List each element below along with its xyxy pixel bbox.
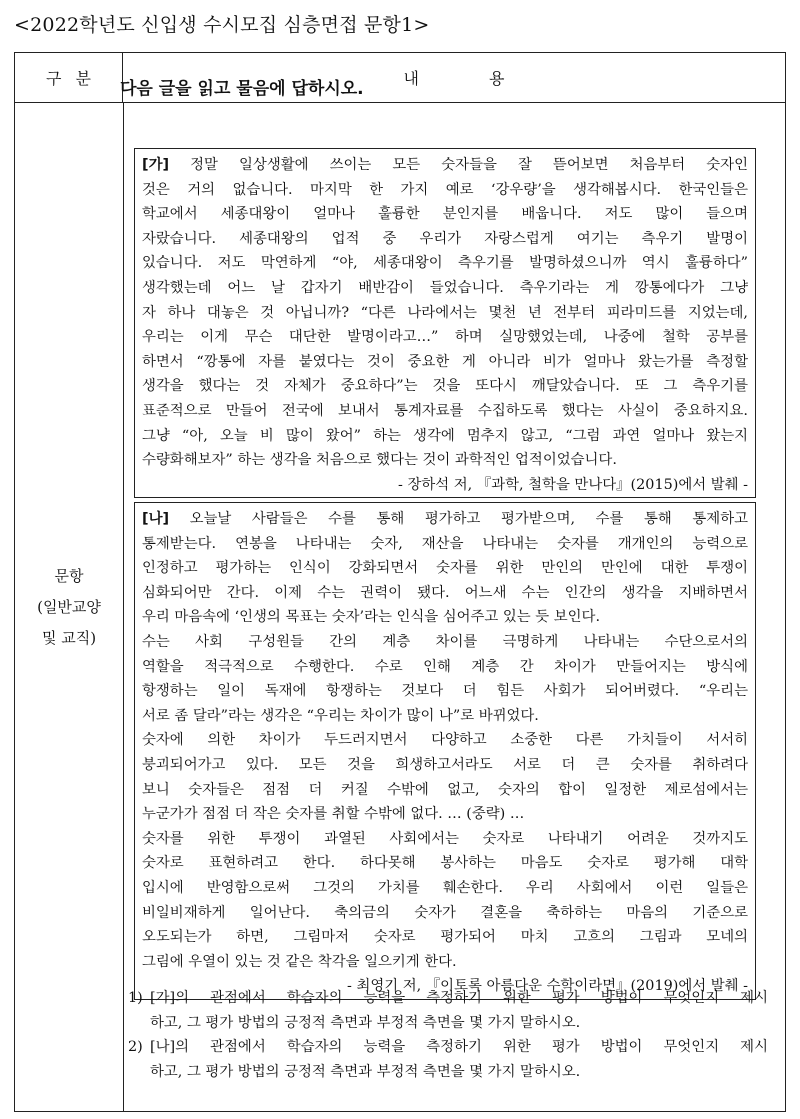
passage-line: 누군가가 점점 더 작은 숫자를 취할 수밖에 없다. … (중략) … bbox=[142, 806, 525, 823]
category-line: 문항 bbox=[54, 566, 84, 585]
passage-line: 통제받는다. 연봉을 나타내는 숫자, 재산을 나타내는 숫자를 개개인의 능력으로 bbox=[142, 535, 748, 552]
passage-line: 그림에 우열이 있는 것 같은 착각을 일으키게 한다. bbox=[142, 953, 457, 970]
passage-line: 자 하나 대놓은 것 아닙니까? “다른 나라에서는 몇천 년 전부터 피라미드를 지었는데, bbox=[142, 304, 748, 321]
passage-line: 우리 마음속에 ‘인생의 목표는 숫자’라는 인식을 심어주고 있는 듯 보인다. bbox=[142, 609, 601, 626]
passage-source: - 장하석 저, 『과학, 철학을 만나다』(2015)에서 발췌 - bbox=[398, 476, 748, 493]
question-item bbox=[128, 1035, 768, 1084]
passage-line: 서로 좀 달라”라는 생각은 “우리는 차이가 많이 나”로 바뀌었다. bbox=[142, 707, 539, 724]
passage-line: 자랐습니다. 세종대왕의 업적 중 우리가 자랑스럽게 여기는 측우기 발명이 bbox=[142, 230, 748, 247]
passage-line: 표준적으로 만들어 전국에 보내서 통계자료를 수집하도록 했다는 사실이 중요하지요. bbox=[142, 402, 748, 419]
question-list bbox=[128, 986, 768, 1084]
column-divider bbox=[123, 103, 124, 1111]
passage-line: 수는 사회 구성원들 간의 계층 차이를 극명하게 나타내는 수단으로서의 bbox=[142, 633, 748, 650]
passage-line: 있습니다. 저도 막연하게 “야, 세종대왕이 측우기를 발명하셨으니까 역시 훌륭하다” bbox=[142, 255, 748, 272]
header-category: 구분 bbox=[15, 53, 123, 102]
passage-line: 숫자에 의한 차이가 두드러지면서 다양하고 소중한 다른 가치들이 서서히 bbox=[142, 732, 748, 749]
passage-line: 하면서 “깡통에 자를 붙였다는 것이 중요한 게 아니라 비가 얼마나 왔는가를 측정할 bbox=[142, 353, 748, 370]
page-title: <2022학년도 신입생 수시모집 심층면접 문항1> bbox=[14, 14, 430, 36]
question-text: [나]의 관점에서 학습자의 능력을 측정하기 위한 평가 방법이 무엇인지 제시 bbox=[150, 1039, 768, 1056]
passage-line: 생각했는데 어느 날 갑자기 배반감이 들었습니다. 측우기라는 게 깡통에다가 그냥 bbox=[142, 279, 748, 296]
passage-line: 심화되어만 간다. 이제 수는 권력이 됐다. 어느새 수는 인간의 생각을 지배하면서 bbox=[142, 584, 748, 601]
passage-line: 그냥 “아, 오늘 비 많이 왔어” 하는 생각에 멈추지 않고, “그럼 과연 얼마나 왔는지 bbox=[142, 427, 748, 444]
passage-line: 학교에서 세종대왕이 얼마나 훌륭한 분인지를 배웁니다. 저도 많이 들으며 bbox=[142, 206, 748, 223]
passage-line: 역할을 적극적으로 수행한다. 수로 인해 계층 간 차이가 만들어지는 방식에 bbox=[142, 658, 748, 675]
passage-line: 숫자로 표현하려고 한다. 하다못해 봉사하는 마음도 숫자로 평가해 대학 bbox=[142, 855, 748, 872]
passage-line: 붕괴되어가고 있다. 모든 것을 희생하고서라도 서로 더 큰 숫자를 취하려다 bbox=[142, 756, 748, 773]
passage-line: 비일비재하게 일어난다. 축의금의 숫자가 결혼을 축하하는 마음의 기준으로 bbox=[142, 904, 748, 921]
question-number: 2) bbox=[128, 1039, 143, 1056]
passage-source: - 최영기 저, 『이토록 아름다운 수학이라면』(2019)에서 발췌 - bbox=[347, 978, 748, 995]
passage-line: 오늘날 사람들은 수를 통해 평가하고 평가받으며, 수를 통해 통제하고 bbox=[169, 511, 748, 527]
passage-a bbox=[134, 148, 756, 498]
passage-label: [가] bbox=[142, 157, 170, 173]
category-line: (일반교양 bbox=[37, 597, 101, 616]
passage-line: 오도되는가 하면, 그림마저 숫자로 평가되어 마치 고흐의 그림과 모네의 bbox=[142, 929, 748, 946]
passage-line: 숫자를 위한 투쟁이 과열된 사회에서는 숫자로 나타내기 어려운 것까지도 bbox=[142, 830, 748, 847]
passage-line: 생각을 했다는 것 자체가 중요하다”는 것을 또다시 깨달았습니다. 또 그 측우기를 bbox=[142, 378, 748, 395]
header-content: 내용 bbox=[403, 69, 575, 88]
passage-line: 항쟁하는 일이 독재에 항쟁하는 것보다 더 힘든 사회가 되어버렸다. “우리는 bbox=[142, 683, 748, 700]
passage-line: 입시에 반영함으로써 그것의 가치를 훼손한다. 우리 사회에서 이런 일들은 bbox=[142, 879, 748, 896]
passage-line: 것은 거의 없습니다. 마지막 한 가지 예로 ‘강우량’을 생각해봅시다. 한국인들은 bbox=[142, 181, 748, 198]
question-text: 하고, 그 평가 방법의 긍정적 측면과 부정적 측면을 몇 가지 말하시오. bbox=[150, 1014, 581, 1031]
category-cell bbox=[15, 103, 123, 1111]
passage-line: 우리는 이게 무슨 대단한 발명이라고…” 하며 실망했었는데, 나중에 철학 공부를 bbox=[142, 329, 748, 346]
question-item bbox=[128, 986, 768, 1035]
question-text: 하고, 그 평가 방법의 긍정적 측면과 부정적 측면을 몇 가지 말하시오. bbox=[150, 1063, 581, 1080]
instruction: 다음 글을 읽고 물음에 답하시오. bbox=[120, 79, 364, 99]
question-text: [가]의 관점에서 학습자의 능력을 측정하기 위한 평가 방법이 무엇인지 제시 bbox=[150, 990, 768, 1006]
passage-line: 수량화해보자” 하는 생각을 처음으로 했다는 것이 과학적인 업적이었습니다. bbox=[142, 452, 617, 469]
passage-b bbox=[134, 502, 756, 1000]
question-number: 1) bbox=[128, 990, 143, 1006]
passage-label: [나] bbox=[142, 511, 170, 527]
passage-line: 보니 숫자들은 점점 더 커질 수밖에 없고, 숫자의 합이 일정한 제로섬에서는 bbox=[142, 781, 748, 798]
passage-line: 정말 일상생활에 쓰이는 모든 숫자들을 잘 뜯어보면 처음부터 숫자인 bbox=[169, 157, 748, 173]
passage-line: 인정하고 평가하는 인식이 강화되면서 숫자를 위한 만인의 만인에 대한 투쟁이 bbox=[142, 560, 748, 577]
category-line: 및 교직) bbox=[41, 628, 97, 647]
